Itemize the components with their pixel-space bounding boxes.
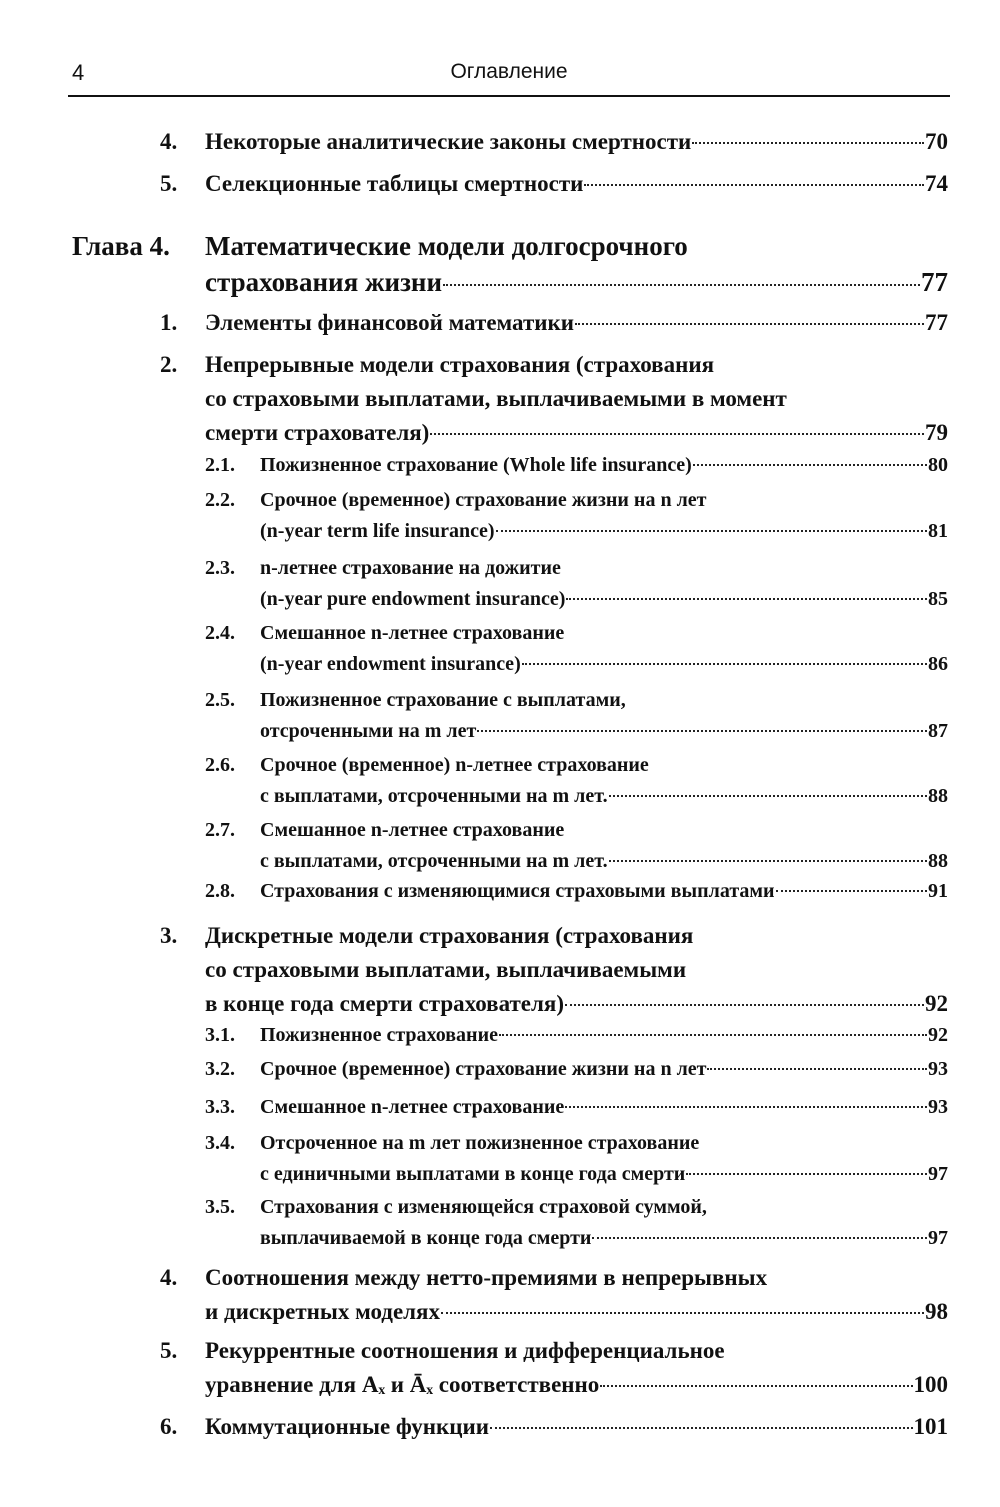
dot-leader: [499, 1034, 927, 1036]
toc-entry-last-line: [205, 167, 948, 201]
toc-entry-last-line: [260, 1159, 948, 1190]
toc-entry-title: [205, 1410, 948, 1444]
toc-entry-number: 5.: [160, 1338, 178, 1363]
dot-leader: [430, 433, 924, 435]
toc-entry-last-line: [260, 584, 948, 615]
toc-entry-title-line: (n-year endowment insurance): [260, 653, 521, 675]
toc-entry-title-line: Срочное (временное) n-летнее страхование: [260, 754, 649, 776]
toc-entry-number: 4.: [160, 1265, 178, 1290]
dot-leader: [609, 860, 927, 862]
toc-entry-title-line: выплачиваемой в конце года смерти: [260, 1227, 592, 1249]
toc-entry-number: 6.: [160, 1414, 178, 1439]
toc-entry-title-line: Смешанное n-летнее страхование: [260, 622, 565, 644]
dot-leader: [692, 142, 924, 144]
toc-entry-title: [260, 1020, 948, 1051]
toc-entry-title: [260, 618, 948, 680]
toc-entry-number: 2.1.: [205, 454, 235, 476]
toc-page-number: 77: [921, 267, 948, 297]
dot-leader: [600, 1385, 912, 1387]
toc-entry-title: [260, 815, 948, 877]
toc-entry-number: 2.7.: [205, 819, 235, 841]
toc-entry-title-line: Срочное (временное) страхование жизни на n лет: [260, 1058, 707, 1080]
toc-entry-title-line: Срочное (временное) страхование жизни на n лет: [260, 489, 707, 511]
toc-entry-number: 1.: [160, 310, 178, 335]
toc-entry-title-line: и дискретных моделях: [205, 1299, 440, 1324]
toc-entry-number: 2.2.: [205, 489, 235, 511]
toc-page-number: 97: [928, 1227, 948, 1249]
toc-entry-last-line: [260, 1054, 948, 1085]
toc-entry-title: [205, 125, 948, 159]
toc-entry-title: [205, 348, 948, 450]
toc-entry-number: 2.5.: [205, 689, 235, 711]
toc-entry-title: [205, 1334, 948, 1402]
toc-entry-number: Глава 4.: [72, 231, 170, 261]
toc-entry-title-line: Пожизненное страхование (Whole life insurance): [260, 454, 692, 476]
toc-entry-number: 2.: [160, 352, 178, 377]
toc-page-number: 93: [928, 1058, 948, 1080]
toc-entry-last-line: [205, 125, 948, 159]
toc-page-number: 98: [925, 1299, 948, 1324]
dot-leader: [565, 1106, 927, 1108]
toc-entry-title: [260, 1092, 948, 1123]
toc-entry-title-line: Коммутационные функции: [205, 1414, 490, 1439]
dot-leader: [584, 184, 924, 186]
toc-entry-title: [260, 553, 948, 615]
page-header: [68, 60, 950, 96]
toc-entry-title-line: Математические модели долгосрочного: [205, 231, 688, 261]
toc-entry-number: 4.: [160, 129, 178, 154]
toc-page-number: 93: [928, 1096, 948, 1118]
toc-entry-title-line: Селекционные таблицы смертности: [205, 171, 584, 196]
toc-entry-title-line: страхования жизни: [205, 267, 443, 297]
toc-entry-title: [260, 876, 948, 907]
toc-entry-last-line: [205, 987, 948, 1021]
toc-entry-last-line: [205, 1368, 948, 1402]
toc-page-number: 87: [928, 720, 948, 742]
toc-entry-title-line: в конце года смерти страхователя): [205, 991, 565, 1016]
toc-entry-title-line: Страхования с изменяющимися страховыми выплатами: [260, 880, 775, 902]
toc-entry-title-line: с выплатами, отсроченными на m лет.: [260, 850, 608, 872]
toc-entry-title: [260, 1054, 948, 1085]
toc-entry-number: 3.: [160, 923, 178, 948]
toc-entry-last-line: [260, 516, 948, 547]
page-title: Оглавление: [450, 60, 568, 83]
toc-entry-title-line: с выплатами, отсроченными на m лет.: [260, 785, 608, 807]
toc-entry-title: [260, 750, 948, 812]
toc-entry-title: [260, 485, 948, 547]
toc-entry-title-line: n-летнее страхование на дожитие: [260, 557, 561, 579]
toc-entry-last-line: [260, 450, 948, 481]
dot-leader: [490, 1427, 912, 1429]
toc-entry-title-line: Рекуррентные соотношения и дифференциальное: [205, 1338, 725, 1363]
toc-entry-title-line: Страхования с изменяющейся страховой суммой,: [260, 1196, 707, 1218]
toc-page-number: 100: [913, 1372, 948, 1397]
toc-page-number: 79: [925, 420, 948, 445]
toc-entry-number: 3.4.: [205, 1132, 235, 1154]
toc-page-number: 91: [928, 880, 948, 902]
toc-entry-last-line: [260, 1223, 948, 1254]
toc-entry-title-line: смерти страхователя): [205, 420, 430, 445]
dot-leader: [575, 323, 924, 325]
toc-entry-title: [205, 1261, 948, 1329]
dot-leader: [565, 1004, 924, 1006]
toc-page-number: 85: [928, 588, 948, 610]
toc-entry-title-line: Отсроченное на m лет пожизненное страхование: [260, 1132, 700, 1154]
toc-entry-title: [205, 306, 948, 340]
toc-entry-last-line: [260, 846, 948, 877]
toc-page-number: 92: [928, 1024, 948, 1046]
toc-entry-title: [260, 1128, 948, 1190]
toc-entry-title-line: отсроченными на m лет: [260, 720, 477, 742]
dot-leader: [592, 1237, 927, 1239]
toc-entry-title-line: Элементы финансовой математики: [205, 310, 574, 335]
toc-entry-title-line: Пожизненное страхование с выплатами,: [260, 689, 626, 711]
toc-entry-last-line: [205, 306, 948, 340]
toc-entry-title-line: Некоторые аналитические законы смертности: [205, 129, 692, 154]
header-rule: [68, 95, 950, 97]
dot-leader: [441, 1312, 924, 1314]
toc-entry-number: 2.3.: [205, 557, 235, 579]
dot-leader: [477, 730, 927, 732]
dot-leader: [707, 1068, 927, 1070]
dot-leader: [496, 530, 927, 532]
toc-page-number: 92: [925, 991, 948, 1016]
toc-entry-last-line: [260, 716, 948, 747]
toc-page-number: 88: [928, 785, 948, 807]
toc-page-number: 97: [928, 1163, 948, 1185]
toc-entry-number: 2.6.: [205, 754, 235, 776]
toc-entry-last-line: [260, 876, 948, 907]
dot-leader: [566, 598, 927, 600]
toc-entry-last-line: [260, 1020, 948, 1051]
dot-leader: [443, 284, 920, 286]
toc-page-number: 70: [925, 129, 948, 154]
toc-entry-title: [260, 685, 948, 747]
toc-entry-last-line: [205, 264, 948, 300]
toc-entry-title-line: Соотношения между нетто-премиями в непрерывных: [205, 1265, 768, 1290]
toc-entry-last-line: [205, 1410, 948, 1444]
toc-entry-title-line: Пожизненное страхование: [260, 1024, 498, 1046]
toc-entry-title-line: Смешанное n-летнее страхование: [260, 1096, 565, 1118]
dot-leader: [609, 795, 927, 797]
toc-page-number: 101: [913, 1414, 948, 1439]
dot-leader: [776, 890, 927, 892]
toc-entry-number: 3.2.: [205, 1058, 235, 1080]
toc-entry-last-line: [205, 1295, 948, 1329]
dot-leader: [686, 1173, 927, 1175]
toc-entry-number: 3.5.: [205, 1196, 235, 1218]
toc-entry-number: 2.4.: [205, 622, 235, 644]
toc-page-number: 74: [925, 171, 948, 196]
toc-page-number: 81: [928, 520, 948, 542]
toc-entry-title: [205, 167, 948, 201]
toc-entry-number: 3.3.: [205, 1096, 235, 1118]
toc-entry-title-line: (n-year term life insurance): [260, 520, 495, 542]
toc-entry-number: 3.1.: [205, 1024, 235, 1046]
dot-leader: [522, 663, 927, 665]
toc-entry-title-line: со страховыми выплатами, выплачиваемыми: [205, 957, 687, 982]
toc-entry-title: [260, 1192, 948, 1254]
toc-entry-title-line: уравнение для Aₓ и Āₓ соответственно: [205, 1372, 600, 1397]
toc-page-number: 88: [928, 850, 948, 872]
toc-entry-title-line: с единичными выплатами в конце года смерти: [260, 1163, 686, 1185]
toc-entry-title-line: Смешанное n-летнее страхование: [260, 819, 565, 841]
toc-entry-title-line: Непрерывные модели страхования (страхования: [205, 352, 715, 377]
toc-page-number: 77: [925, 310, 948, 335]
toc-page-number: 86: [928, 653, 948, 675]
toc-entry-last-line: [205, 416, 948, 450]
toc-entry-title: [205, 228, 948, 300]
toc-entry-number: 5.: [160, 171, 178, 196]
toc-entry-title-line: со страховыми выплатами, выплачиваемыми в момент: [205, 386, 787, 411]
toc-page-number: 80: [928, 454, 948, 476]
toc-entry-last-line: [260, 1092, 948, 1123]
dot-leader: [693, 464, 927, 466]
toc-entry-title-line: (n-year pure endowment insurance): [260, 588, 566, 610]
page-number: 4: [72, 60, 85, 85]
toc-entry-title-line: Дискретные модели страхования (страхования: [205, 923, 694, 948]
toc-entry-last-line: [260, 649, 948, 680]
toc-entry-title: [205, 919, 948, 1021]
toc-entry-last-line: [260, 781, 948, 812]
toc-entry-title: [260, 450, 948, 481]
toc-entry-number: 2.8.: [205, 880, 235, 902]
